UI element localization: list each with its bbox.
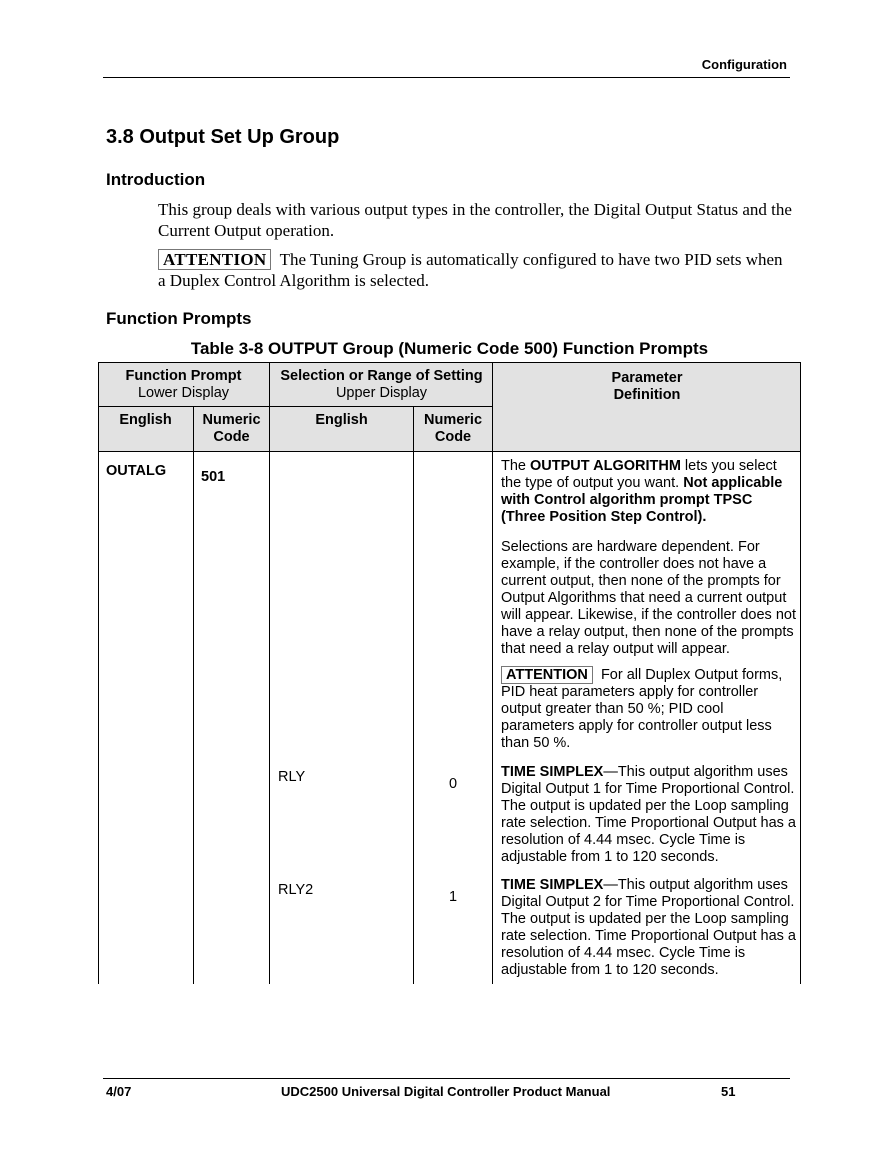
header-numeric-code-lower: Numeric Code (202, 412, 261, 445)
definition-output-algorithm: The OUTPUT ALGORITHM lets you select the type of output you want. Not applicable with Control algorithm prompt TPSC (Three Position Step Control). (501, 458, 783, 525)
footer-rule (103, 1078, 790, 1079)
header-function-prompt: Function Prompt Lower Display (125, 368, 242, 401)
footer-date: 4/07 (106, 1084, 132, 1099)
attention-label-small: ATTENTION (501, 666, 593, 684)
attention-note (158, 249, 794, 291)
col-line-3 (269, 362, 270, 984)
header-selection-range: Selection or Range of Setting Upper Display (280, 368, 483, 401)
section-title: 3.8 Output Set Up Group (106, 126, 340, 148)
definition-rly: TIME SIMPLEX—This output algorithm uses Digital Output 1 for Time Proportional Control. The output is updated per the Loop sampling rate selection. Time Proportional Output has a resolution of 4.44 msec. Cycle Time is adjustable from 1 to 120 seconds. (501, 764, 796, 865)
header-english-lower: English (119, 412, 172, 428)
option-english-rly: RLY (278, 769, 306, 785)
introduction-text: This group deals with various output types in the controller, the Digital Output Status and the Current Output operation. (158, 200, 792, 240)
col-line-left (98, 362, 99, 984)
footer-page-number: 51 (721, 1084, 736, 1099)
header-numeric-code-upper: Numeric Code (423, 412, 483, 445)
header-parameter-definition: Parameter Definition (611, 370, 683, 403)
attention-text: The Tuning Group is automatically configured to have two PID sets when a Duplex Control Algorithm is selected. (158, 250, 783, 290)
header-bottom-border (98, 451, 801, 452)
header-english-upper: English (315, 412, 368, 428)
option-code-rly: 0 (448, 776, 458, 792)
running-header: Configuration (701, 57, 787, 72)
table-top-border (98, 362, 801, 363)
col-line-5 (492, 362, 493, 984)
function-prompts-heading: Function Prompts (106, 309, 252, 328)
col-line-2 (193, 406, 194, 984)
table-caption: Table 3-8 OUTPUT Group (Numeric Code 500) Function Prompts (190, 339, 709, 358)
footer-title: UDC2500 Universal Digital Controller Product Manual (281, 1084, 611, 1099)
definition-rly2: TIME SIMPLEX—This output algorithm uses Digital Output 2 for Time Proportional Control. The output is updated per the Loop sampling rate selection. Time Proportional Output has a resolution of 4.44 msec. Cycle Time is adjustable from 1 to 120 seconds. (501, 877, 796, 978)
option-code-rly2: 1 (448, 889, 458, 905)
definition-hardware-dependent: Selections are hardware dependent. For example, if the controller does not have a current output, then none of the prompts for Output Algorithms that need a current output will appear. Likewise, if the controller does not have a relay output, then none of the prompts that need a relay output will appear. (501, 539, 796, 657)
prompt-outalg: OUTALG (106, 463, 167, 479)
col-line-right (800, 362, 801, 984)
header-rule (103, 77, 790, 78)
attention-label: ATTENTION (158, 249, 271, 270)
introduction-heading: Introduction (106, 170, 206, 189)
definition-duplex-attention: ATTENTION For all Duplex Output forms, PID heat parameters apply for controller output greater than 50 %; PID cool parameters apply for controller output less than 50 %. (501, 667, 783, 751)
header-split-line (98, 406, 493, 407)
prompt-code-501: 501 (201, 469, 226, 485)
option-english-rly2: RLY2 (278, 882, 314, 898)
output-group-table (98, 362, 801, 984)
